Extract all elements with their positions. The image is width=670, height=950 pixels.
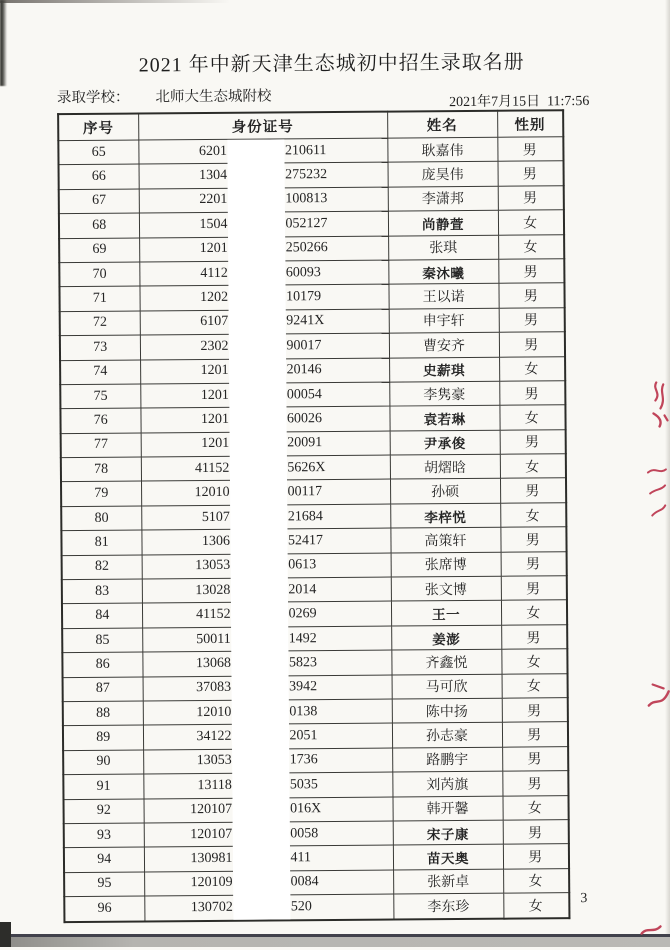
id-number-cell	[138, 138, 387, 164]
gender-cell: 男	[502, 698, 568, 723]
serial-number-cell: 80	[61, 506, 141, 531]
serial-number-cell: 86	[62, 652, 142, 677]
id-prefix: 1202	[200, 289, 229, 306]
serial-number-cell: 77	[61, 433, 141, 458]
gender-cell: 女	[499, 356, 565, 381]
id-number-cell	[139, 211, 388, 237]
serial-number-cell: 81	[61, 530, 141, 555]
student-name-cell: 申宇轩	[389, 308, 499, 333]
id-number-cell	[144, 870, 393, 896]
id-suffix: 5035	[289, 776, 318, 793]
student-name-cell: 王以诺	[388, 284, 498, 309]
gender-cell: 女	[498, 210, 564, 235]
serial-number-cell: 68	[59, 213, 139, 238]
gender-cell: 男	[499, 332, 565, 357]
gender-cell: 男	[500, 429, 566, 454]
gender-cell: 男	[502, 771, 568, 796]
serial-number-cell: 66	[59, 164, 139, 189]
student-name-cell: 陈中扬	[392, 698, 502, 723]
id-number-cell	[141, 455, 390, 481]
admission-table-body	[58, 137, 569, 922]
id-prefix: 4112	[200, 265, 228, 281]
serial-number-cell: 83	[62, 579, 142, 604]
id-number-cell	[143, 699, 392, 725]
id-suffix: 21684	[287, 508, 323, 524]
serial-number-cell: 89	[63, 725, 143, 750]
id-suffix: 0613	[288, 557, 317, 573]
student-name-cell: 秦沐曦	[388, 259, 498, 284]
serial-number-cell: 69	[59, 238, 139, 263]
id-number-cell	[139, 260, 388, 286]
serial-number-cell: 79	[61, 481, 141, 506]
student-name-cell: 齐鑫悦	[391, 649, 501, 674]
id-prefix: 12010	[196, 704, 232, 720]
id-suffix: 5823	[288, 655, 317, 671]
id-number-cell	[142, 626, 391, 652]
id-suffix: 100813	[285, 191, 328, 207]
id-number-cell	[142, 553, 391, 579]
id-prefix: 2302	[200, 338, 229, 354]
id-suffix: 52417	[287, 533, 324, 549]
id-prefix: 1504	[199, 216, 228, 232]
header-name: 姓名	[387, 111, 497, 138]
serial-number-cell: 91	[63, 774, 143, 799]
id-number-cell	[142, 577, 391, 603]
serial-number-cell: 84	[62, 603, 142, 628]
gender-cell: 男	[498, 259, 564, 284]
id-suffix: 00117	[287, 484, 323, 500]
gender-cell: 男	[502, 722, 568, 747]
student-name-cell: 胡熠晗	[390, 454, 500, 479]
student-name-cell: 曹安齐	[389, 332, 499, 357]
id-suffix: 016X	[290, 801, 322, 817]
gender-cell: 女	[503, 893, 569, 918]
id-prefix: 1304	[199, 167, 228, 184]
id-prefix: 1201	[201, 436, 230, 452]
document-title: 2021 年中新天津生态城初中招生录取名册	[138, 51, 525, 77]
gender-cell: 男	[498, 283, 564, 308]
serial-number-cell: 93	[64, 823, 144, 848]
id-suffix: 60026	[286, 411, 323, 427]
serial-number-cell: 76	[60, 408, 140, 433]
id-number-cell	[141, 431, 390, 457]
id-prefix: 1201	[200, 387, 229, 403]
gender-cell: 男	[503, 844, 569, 869]
serial-number-cell: 95	[64, 872, 144, 897]
serial-number-cell: 82	[62, 555, 142, 580]
student-name-cell: 尹承俊	[390, 430, 500, 455]
school-line	[57, 84, 272, 107]
id-number-cell	[144, 821, 393, 847]
id-suffix: 1736	[289, 752, 318, 768]
id-suffix: 210611	[284, 142, 327, 159]
student-name-cell: 李梓悦	[390, 503, 500, 528]
id-number-cell	[139, 187, 388, 213]
id-prefix: 12010	[194, 484, 230, 501]
gender-cell: 男	[497, 137, 563, 162]
student-name-cell: 韩开馨	[392, 796, 502, 821]
gender-cell: 男	[500, 478, 566, 503]
print-datetime: 2021年7月15日 11:7:56	[448, 93, 590, 111]
id-number-cell	[143, 772, 392, 798]
id-prefix: 120107	[190, 826, 233, 842]
id-number-cell	[140, 382, 389, 408]
id-prefix: 50011	[196, 631, 231, 647]
student-name-cell: 李东珍	[393, 893, 503, 919]
red-annotation-mark	[648, 379, 669, 429]
id-prefix: 120107	[190, 802, 233, 818]
id-number-cell	[140, 406, 389, 432]
gender-cell: 女	[501, 649, 567, 674]
id-suffix: 2014	[288, 581, 317, 598]
id-number-cell	[143, 723, 392, 749]
id-suffix: 10179	[286, 289, 322, 305]
student-name-cell: 宋子康	[393, 820, 503, 845]
school-label: 录取学校：	[56, 89, 130, 107]
id-suffix: 411	[290, 850, 312, 866]
gender-cell: 男	[499, 381, 565, 406]
id-number-cell	[141, 504, 390, 530]
id-number-cell	[140, 309, 389, 335]
id-number-cell	[144, 894, 393, 921]
serial-number-cell: 78	[61, 457, 141, 482]
student-name-cell: 孙硕	[390, 479, 500, 504]
id-number-cell	[139, 162, 388, 188]
id-number-cell	[144, 845, 393, 871]
table-header-row	[58, 110, 563, 140]
id-suffix: 9241X	[286, 313, 325, 329]
serial-number-cell: 73	[60, 335, 140, 360]
header-gender: 性别	[497, 110, 563, 137]
id-suffix: 20091	[287, 435, 323, 451]
id-suffix: 00054	[286, 386, 322, 402]
id-prefix: 120109	[190, 875, 233, 891]
id-prefix: 13053	[195, 558, 231, 574]
id-suffix: 1492	[288, 630, 317, 646]
serial-number-cell: 67	[59, 189, 139, 214]
red-annotation-mark	[645, 677, 670, 713]
student-name-cell: 张席博	[391, 552, 501, 577]
student-name-cell: 王一	[391, 601, 501, 626]
id-prefix: 41152	[194, 460, 230, 476]
red-annotation-mark	[639, 922, 662, 937]
gender-cell: 女	[502, 795, 568, 820]
student-name-cell: 张琪	[388, 235, 498, 260]
id-number-cell	[141, 480, 390, 506]
gender-cell: 男	[502, 746, 568, 771]
student-name-cell: 张新卓	[393, 869, 503, 894]
student-name-cell: 路鹏宇	[392, 747, 502, 772]
gender-cell: 男	[501, 551, 567, 576]
id-number-cell	[140, 333, 389, 359]
gender-cell: 女	[501, 600, 567, 625]
id-suffix: 90017	[286, 337, 322, 354]
student-name-cell: 姜澎	[391, 625, 501, 650]
gender-cell: 女	[498, 234, 564, 259]
serial-number-cell: 70	[59, 262, 139, 287]
id-number-cell	[143, 797, 392, 823]
serial-number-cell: 85	[62, 628, 142, 653]
id-prefix: 1306	[201, 533, 231, 549]
id-suffix: 052127	[285, 215, 328, 232]
id-suffix: 60093	[285, 264, 321, 281]
id-suffix: 250266	[285, 240, 328, 256]
serial-number-cell: 74	[60, 360, 140, 385]
id-suffix: 520	[290, 898, 312, 915]
student-name-cell: 高策轩	[390, 527, 500, 552]
red-annotation-mark	[643, 463, 669, 525]
id-prefix: 34122	[196, 728, 232, 745]
student-name-cell: 孙志豪	[392, 723, 502, 748]
student-name-cell: 张文博	[391, 576, 501, 601]
gender-cell: 男	[498, 161, 564, 186]
id-prefix: 130981	[190, 850, 233, 867]
id-number-cell	[139, 284, 388, 310]
id-suffix: 5626X	[287, 459, 326, 476]
id-prefix: 13118	[197, 777, 232, 793]
id-prefix: 6107	[200, 314, 229, 330]
student-name-cell: 苗天奥	[393, 845, 503, 870]
serial-number-cell: 65	[58, 140, 138, 165]
id-number-cell	[142, 601, 391, 627]
student-name-cell: 史薪琪	[389, 357, 499, 382]
id-prefix: 41152	[196, 606, 231, 623]
serial-number-cell: 94	[64, 847, 144, 872]
id-number-cell	[143, 748, 392, 774]
redaction-box	[233, 893, 290, 919]
admission-roster-table	[57, 109, 570, 922]
page-number: 3	[580, 891, 588, 907]
gender-cell: 女	[502, 673, 568, 698]
id-prefix: 2201	[199, 192, 228, 208]
serial-number-cell: 96	[64, 896, 144, 922]
gender-cell: 女	[500, 503, 566, 528]
student-name-cell: 马可欣	[392, 674, 502, 699]
table-row	[64, 893, 569, 922]
id-prefix: 1201	[200, 411, 230, 428]
id-suffix: 20146	[286, 362, 322, 378]
id-prefix: 1201	[199, 241, 228, 257]
id-prefix: 5107	[201, 509, 230, 525]
id-prefix: 13028	[195, 582, 231, 598]
id-number-cell	[140, 358, 389, 384]
id-number-cell	[139, 236, 388, 262]
id-number-cell	[141, 528, 390, 554]
gender-cell: 男	[500, 527, 566, 552]
id-prefix: 6201	[198, 143, 227, 159]
serial-number-cell: 72	[60, 311, 140, 336]
id-number-cell	[142, 650, 391, 676]
student-name-cell: 李隽豪	[389, 381, 499, 406]
student-name-cell: 尚静萱	[388, 210, 498, 235]
id-suffix: 0138	[289, 703, 318, 720]
student-name-cell: 耿嘉伟	[387, 137, 497, 162]
gender-cell: 男	[503, 820, 569, 845]
serial-number-cell: 88	[63, 701, 143, 726]
gender-cell: 女	[503, 868, 569, 893]
id-suffix: 2051	[289, 728, 318, 744]
id-prefix: 1201	[200, 363, 229, 379]
gender-cell: 女	[500, 454, 566, 479]
id-number-cell	[143, 675, 392, 701]
id-prefix: 13068	[195, 655, 231, 671]
header-serial: 序号	[58, 114, 138, 141]
serial-number-cell: 75	[60, 384, 140, 409]
school-name: 北师大生态城附校	[155, 88, 272, 106]
gender-cell: 女	[499, 405, 565, 430]
id-suffix: 0269	[288, 606, 317, 622]
student-name-cell: 袁若琳	[389, 406, 499, 431]
gender-cell: 男	[499, 307, 565, 332]
id-suffix: 275232	[285, 167, 328, 183]
serial-number-cell: 90	[63, 750, 143, 775]
serial-number-cell: 71	[59, 286, 139, 311]
serial-number-cell: 92	[63, 799, 143, 824]
serial-number-cell: 87	[63, 677, 143, 702]
id-suffix: 3942	[289, 679, 318, 695]
header-id-number: 身份证号	[138, 112, 387, 140]
id-suffix: 0058	[290, 825, 319, 841]
id-prefix: 13053	[196, 753, 232, 769]
student-name-cell: 庞昊伟	[388, 162, 498, 187]
student-name-cell: 刘芮旗	[392, 771, 502, 796]
gender-cell: 男	[501, 576, 567, 601]
id-suffix: 0084	[290, 874, 319, 890]
student-name-cell: 李潇邦	[388, 186, 498, 211]
gender-cell: 男	[498, 185, 564, 210]
id-prefix: 130702	[190, 899, 233, 915]
id-prefix: 37083	[196, 680, 232, 696]
gender-cell: 男	[501, 624, 567, 649]
